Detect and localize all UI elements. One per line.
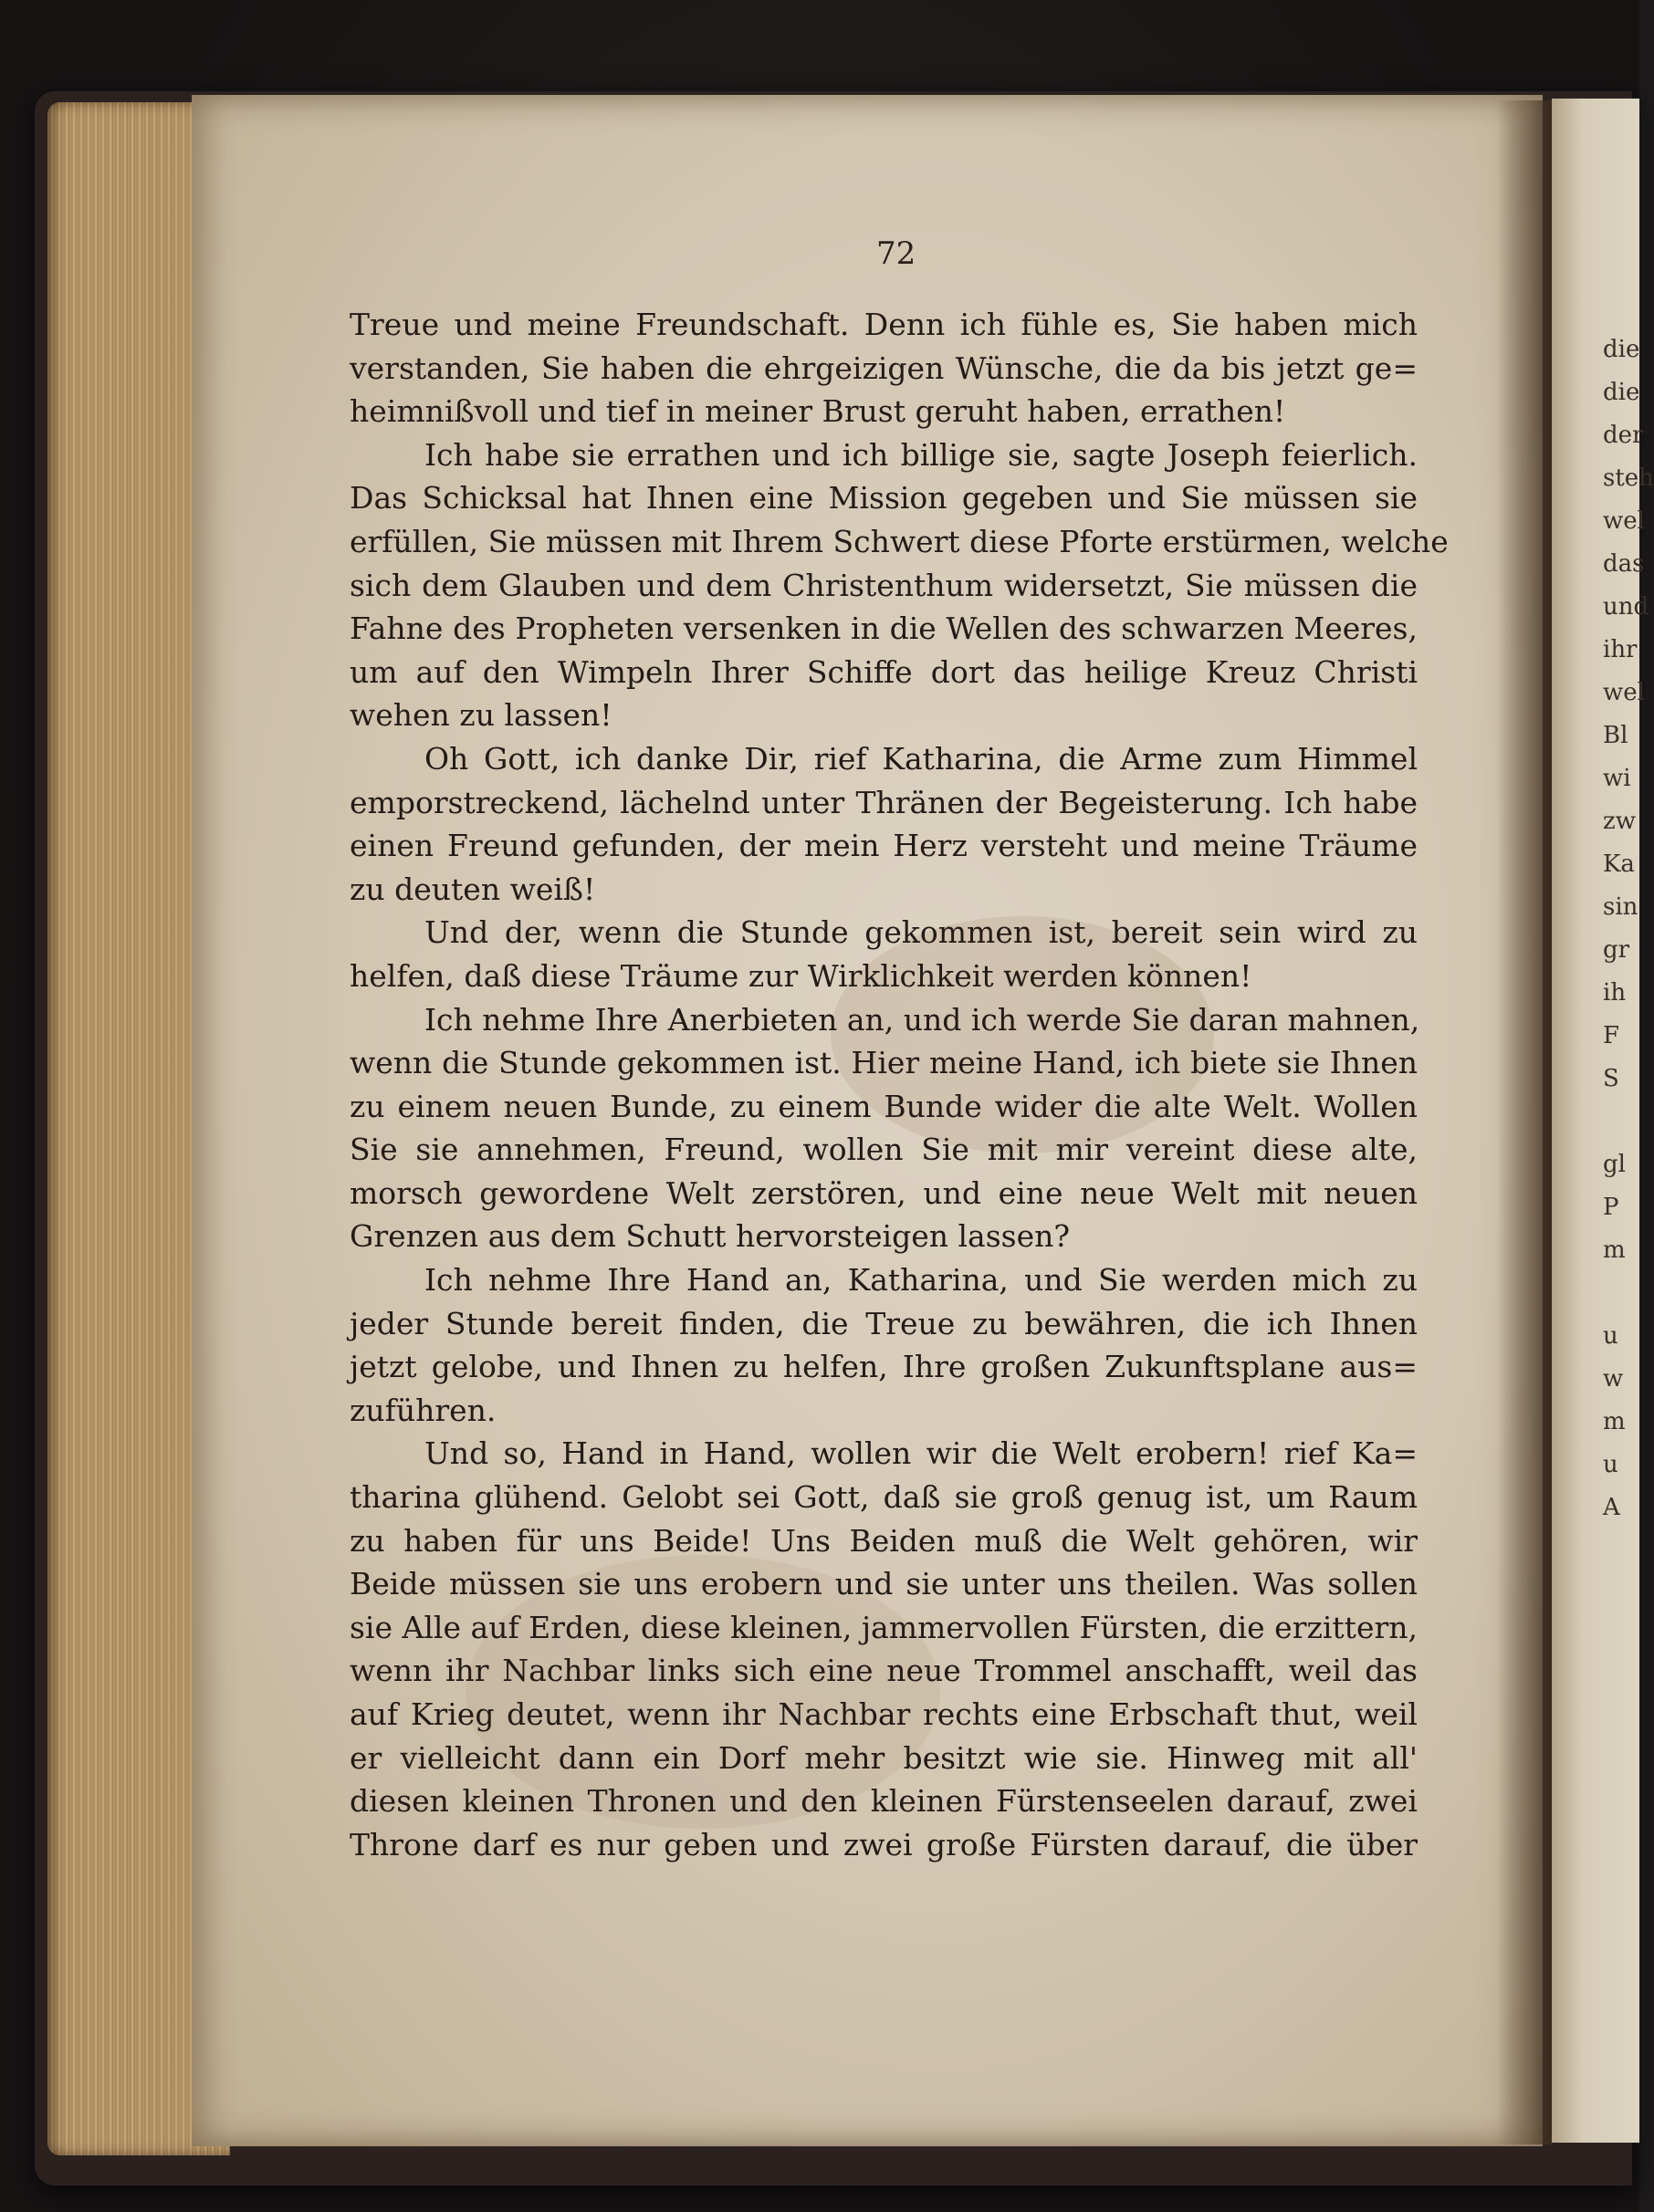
next-page-fragment: gl — [1603, 1151, 1626, 1178]
next-page-fragment: F — [1603, 1022, 1620, 1049]
next-page-fragment: gr — [1603, 936, 1630, 964]
text-line: zu einem neuen Bunde, zu einem Bunde wider die alte Welt. Wollen — [350, 1088, 1418, 1124]
text-line: diesen kleinen Thronen und den kleinen Fürstenseelen darauf, zwei — [350, 1783, 1418, 1820]
text-line: zu deuten weiß! — [350, 871, 596, 907]
text-line: sich dem Glauben und dem Christenthum widersetzt, Sie müssen die — [350, 567, 1418, 603]
next-page-fragment — [1603, 1615, 1639, 1658]
next-page-fragment: sin — [1603, 893, 1638, 921]
book-gutter — [1497, 100, 1552, 2144]
next-page-fragment: steh — [1603, 464, 1654, 492]
text-line: wenn die Stunde gekommen ist. Hier meine Hand, ich biete sie Ihnen — [350, 1045, 1418, 1081]
text-line: Das Schicksal hat Ihnen eine Mission gegeben und Sie müssen sie — [350, 480, 1418, 516]
next-page-fragment — [1603, 1272, 1639, 1315]
text-line: Ich nehme Ihre Hand an, Katharina, und Sie werden mich zu — [424, 1262, 1418, 1299]
text-line: zuführen. — [350, 1392, 497, 1428]
next-page-fragment: ih — [1603, 979, 1627, 1007]
page-number: 72 — [876, 235, 916, 272]
text-line: auf Krieg deutet, wenn ihr Nachbar rechts eine Erbschaft thut, weil — [350, 1696, 1418, 1732]
next-page-fragment: u — [1603, 1451, 1618, 1478]
text-line: Ich habe sie errathen und ich billige sie, sagte Joseph feierlich. — [424, 436, 1418, 473]
text-line: Oh Gott, ich danke Dir, rief Katharina, die Arme zum Himmel — [424, 740, 1418, 777]
text-line: Grenzen aus dem Schutt hervorsteigen lassen? — [350, 1218, 1071, 1255]
text-line: erfüllen, Sie müssen mit Ihrem Schwert diese Pforte erstürmen, welche — [350, 523, 1449, 559]
next-page-fragment: m — [1603, 1408, 1626, 1435]
text-line: Und der, wenn die Stunde gekommen ist, bereit sein wird zu — [424, 914, 1418, 951]
text-line: Throne darf es nur geben und zwei große Fürsten darauf, die über — [350, 1826, 1418, 1862]
text-line: wenn ihr Nachbar links sich eine neue Trommel anschafft, weil das — [350, 1653, 1418, 1689]
next-page-fragment: die — [1603, 336, 1640, 363]
next-page-fragment: Ka — [1603, 850, 1635, 878]
next-page-fragment: der — [1603, 422, 1644, 449]
next-page-fragment: wel — [1603, 679, 1645, 706]
text-line: zu haben für uns Beide! Uns Beiden muß die Welt gehören, wir — [350, 1522, 1418, 1559]
text-line: jetzt gelobe, und Ihnen zu helfen, Ihre großen Zukunftsplane aus= — [350, 1349, 1418, 1385]
text-line: Treue und meine Freundschaft. Denn ich fühle es, Sie haben mich — [350, 307, 1418, 342]
text-line: sie Alle auf Erden, diese kleinen, jammervollen Fürsten, die erzittern, — [350, 1609, 1418, 1645]
next-page-fragment: A — [1603, 1494, 1620, 1521]
next-page-fragment: m — [1603, 1236, 1626, 1264]
next-page-fragment: ihr — [1603, 636, 1638, 663]
next-page-fragment: u — [1603, 1322, 1618, 1350]
next-page-fragment — [1603, 1529, 1639, 1572]
next-page-fragment — [1603, 1572, 1639, 1615]
next-page-fragment: zw — [1603, 808, 1636, 835]
next-page-fragment: wel — [1603, 507, 1645, 535]
text-line: Fahne des Propheten versenken in die Wellen des schwarzen Meeres, — [350, 610, 1418, 647]
text-line: tharina glühend. Gelobt sei Gott, daß sie groß genug ist, um Raum — [350, 1479, 1418, 1516]
next-page-text — [1603, 329, 1654, 1658]
text-line: helfen, daß diese Träume zur Wirklichkeit werden können! — [350, 957, 1252, 994]
text-line: jeder Stunde bereit finden, die Treue zu bewähren, die ich Ihnen — [350, 1305, 1418, 1341]
text-line: emporstreckend, lächelnd unter Thränen der Begeisterung. Ich habe — [350, 784, 1418, 820]
next-page-fragment: S — [1603, 1065, 1619, 1092]
text-line: heimnißvoll und tief in meiner Brust geruht haben, errathen! — [350, 393, 1286, 430]
text-line: Und so, Hand in Hand, wollen wir die Welt erobern! rief Ka= — [424, 1435, 1418, 1472]
text-line: Sie sie annehmen, Freund, wollen Sie mit mir vereint diese alte, — [350, 1132, 1418, 1168]
next-page-fragment: P — [1603, 1194, 1619, 1221]
next-page-fragment: Bl — [1603, 722, 1628, 749]
next-page-fragment: wi — [1603, 765, 1631, 792]
next-page-fragment: und — [1603, 593, 1649, 621]
text-line: er vielleicht dann ein Dorf mehr besitzt wie sie. Hinweg mit all' — [350, 1739, 1418, 1776]
next-page-fragment: das — [1603, 550, 1645, 578]
next-page-fragment: w — [1603, 1365, 1624, 1393]
text-line: Ich nehme Ihre Anerbieten an, und ich werde Sie daran mahnen, — [424, 1001, 1420, 1038]
text-line: verstanden, Sie haben die ehrgeizigen Wünsche, die da bis jetzt ge= — [350, 350, 1418, 386]
text-line: wehen zu lassen! — [350, 697, 612, 734]
next-page-fragment — [1603, 1101, 1639, 1143]
next-page-fragment: die — [1603, 379, 1640, 406]
text-line: morsch gewordene Welt zerstören, und eine neue Welt mit neuen — [350, 1174, 1418, 1211]
text-line: um auf den Wimpeln Ihrer Schiffe dort das heilige Kreuz Christi — [350, 653, 1418, 690]
text-line: einen Freund gefunden, der mein Herz versteht und meine Träume — [350, 828, 1418, 864]
page-body-text — [350, 303, 1449, 1866]
text-line: Beide müssen sie uns erobern und sie unter uns theilen. Was sollen — [350, 1566, 1418, 1602]
